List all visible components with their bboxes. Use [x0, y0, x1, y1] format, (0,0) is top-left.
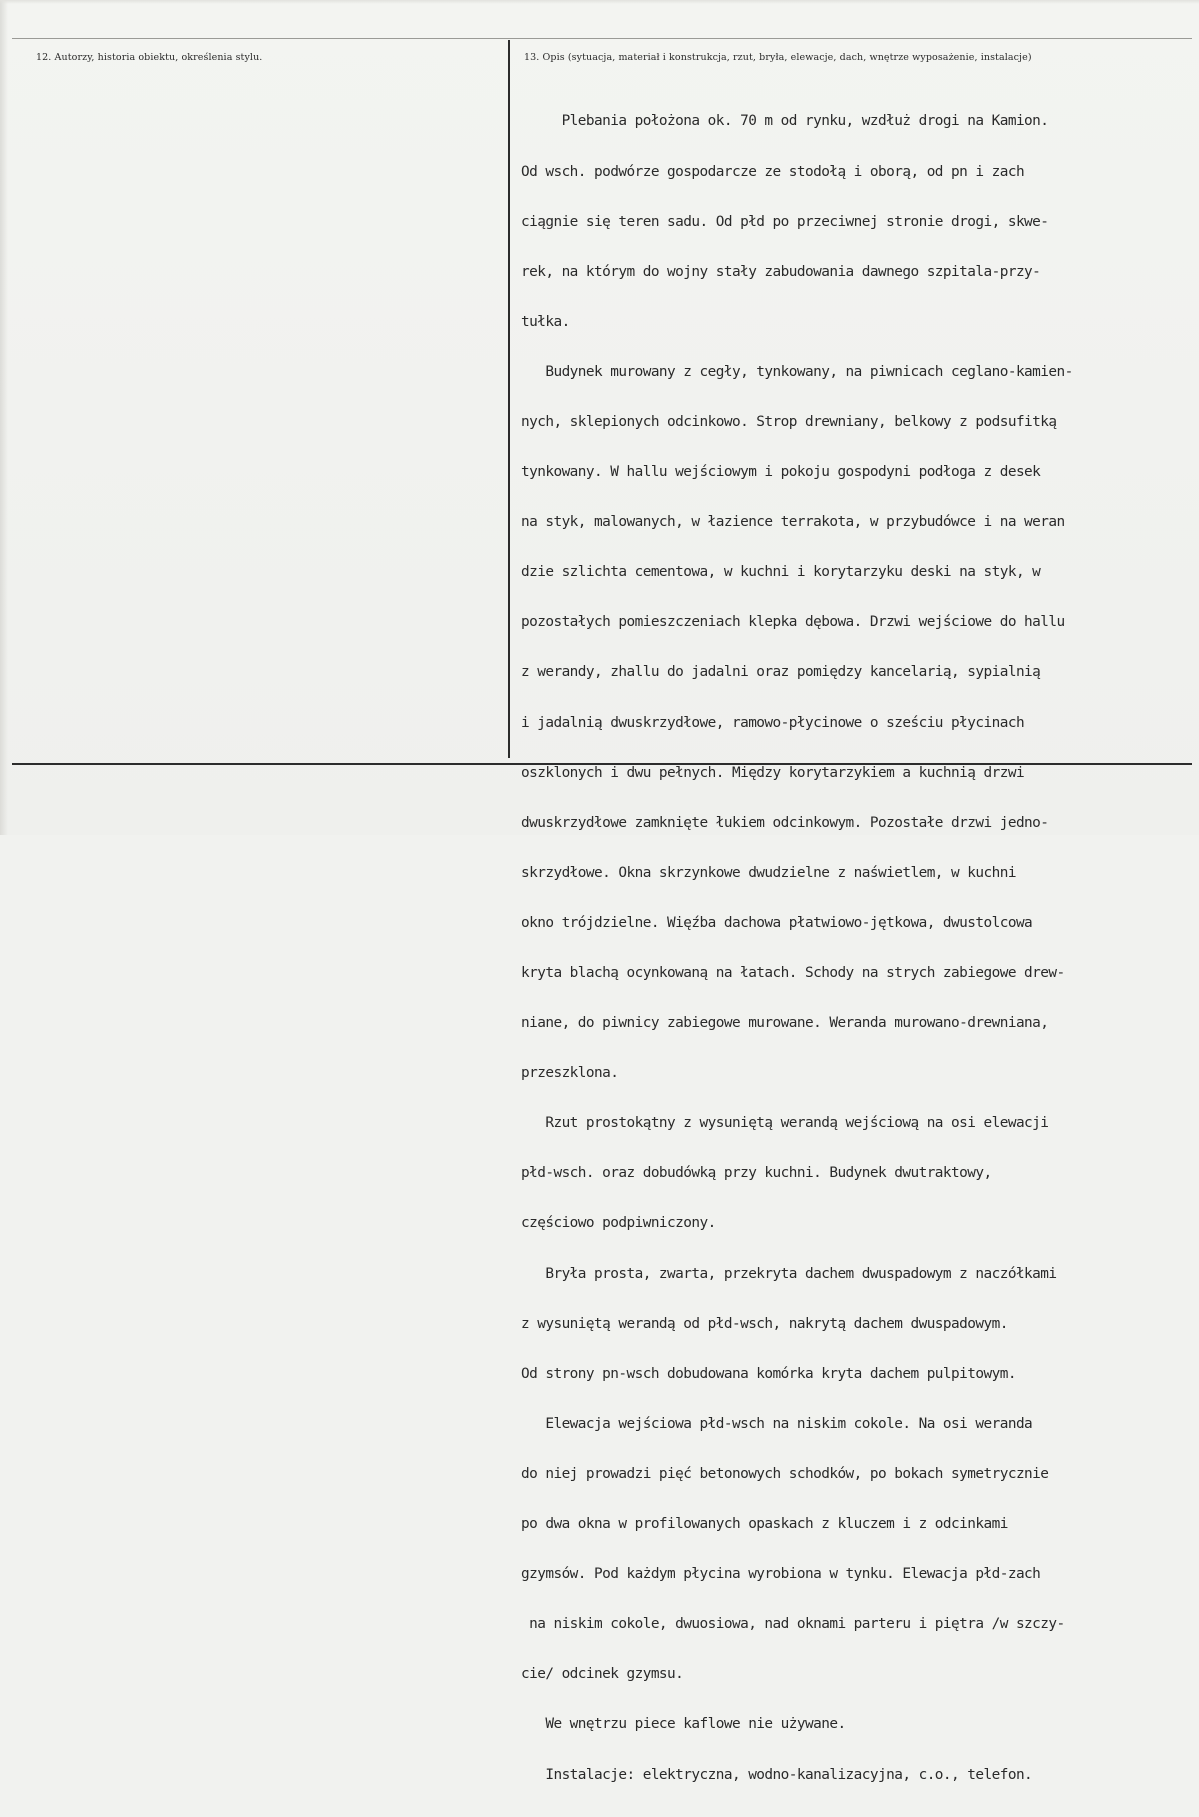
column-divider	[508, 40, 510, 758]
field-13-typed-description	[521, 80, 1193, 1817]
typed-line: We wnętrzu piece kaflowe nie używane.	[521, 1716, 846, 1733]
typed-line: okno trójdzielne. Więźba dachowa płatwiowo-jętkowa, dwustolcowa	[521, 914, 1033, 931]
card-left-edge-shadow	[0, 0, 8, 835]
typed-line: ciągnie się teren sadu. Od płd po przeciwnej stronie drogi, skwe-	[521, 213, 1049, 230]
typed-line: Elewacja wejściowa płd-wsch na niskim cokole. Na osi weranda	[521, 1415, 1033, 1432]
typed-line: skrzydłowe. Okna skrzynkowe dwudzielne z naświetlem, w kuchni	[521, 864, 1016, 881]
typed-line: częściowo podpiwniczony.	[521, 1215, 716, 1232]
typed-line: z werandy, zhallu do jadalni oraz pomiędzy kancelarią, sypialnią	[521, 664, 1041, 681]
typed-line: Instalacje: elektryczna, wodno-kanalizacyjna, c.o., telefon.	[521, 1766, 1033, 1783]
typed-line: dwuskrzydłowe zamknięte łukiem odcinkowym. Pozostałe drzwi jedno-	[521, 814, 1049, 831]
typed-line: Plebania położona ok. 70 m od rynku, wzdłuż drogi na Kamion.	[521, 113, 1049, 130]
typed-line: Od strony pn-wsch dobudowana komórka kryta dachem pulpitowym.	[521, 1365, 1016, 1382]
typed-line: płd-wsch. oraz dobudówką przy kuchni. Budynek dwutraktowy,	[521, 1165, 992, 1182]
typed-line: rek, na którym do wojny stały zabudowania dawnego szpitala-przy-	[521, 263, 1041, 280]
top-rule	[12, 38, 1192, 39]
typed-line: przeszklona.	[521, 1065, 619, 1082]
typed-line: z wysuniętą werandą od płd-wsch, nakrytą dachem dwuspadowym.	[521, 1315, 1008, 1332]
typed-line: na niskim cokole, dwuosiowa, nad oknami parteru i piętra /w szczy-	[521, 1616, 1065, 1633]
typed-line: niane, do piwnicy zabiegowe murowane. Weranda murowano-drewniana,	[521, 1015, 1049, 1032]
typed-line: Rzut prostokątny z wysuniętą werandą wejściową na osi elewacji	[521, 1115, 1049, 1132]
typed-line: tułka.	[521, 313, 570, 330]
field-12-label: 12. Autorzy, historia obiektu, określenia stylu.	[36, 52, 263, 63]
typed-line: na styk, malowanych, w łazience terrakota, w przybudówce i na weran	[521, 514, 1065, 531]
field-13-label: 13. Opis (sytuacja, materiał i konstrukcja, rzut, bryła, elewacje, dach, wnętrze wyposażenie, instalacje)	[524, 52, 1032, 63]
typed-line: tynkowany. W hallu wejściowym i pokoju gospodyni podłoga z desek	[521, 464, 1041, 481]
typed-line: i jadalnią dwuskrzydłowe, ramowo-płycinowe o sześciu płycinach	[521, 714, 1025, 731]
typed-line: Od wsch. podwórze gospodarcze ze stodołą i oborą, od pn i zach	[521, 163, 1025, 180]
typed-line: dzie szlichta cementowa, w kuchni i korytarzyku deski na styk, w	[521, 564, 1041, 581]
typed-line: gzymsów. Pod każdym płycina wyrobiona w tynku. Elewacja płd-zach	[521, 1566, 1041, 1583]
typed-line: Budynek murowany z cegły, tynkowany, na piwnicach ceglano-kamien-	[521, 363, 1073, 380]
typed-line: pozostałych pomieszczeniach klepka dębowa. Drzwi wejściowe do hallu	[521, 614, 1065, 631]
typed-line: nych, sklepionych odcinkowo. Strop drewniany, belkowy z podsufitką	[521, 413, 1057, 430]
typed-line: oszklonych i dwu pełnych. Między korytarzykiem a kuchnią drzwi	[521, 764, 1025, 781]
typed-line: po dwa okna w profilowanych opaskach z kluczem i z odcinkami	[521, 1516, 1008, 1533]
card-top-edge-shadow	[0, 0, 1199, 4]
typed-line: cie/ odcinek gzymsu.	[521, 1666, 684, 1683]
typed-line: Bryła prosta, zwarta, przekryta dachem dwuspadowym z naczółkami	[521, 1265, 1057, 1282]
typed-line: do niej prowadzi pięć betonowych schodków, po bokach symetrycznie	[521, 1465, 1049, 1482]
typed-line: kryta blachą ocynkowaną na łatach. Schody na strych zabiegowe drew-	[521, 965, 1065, 981]
